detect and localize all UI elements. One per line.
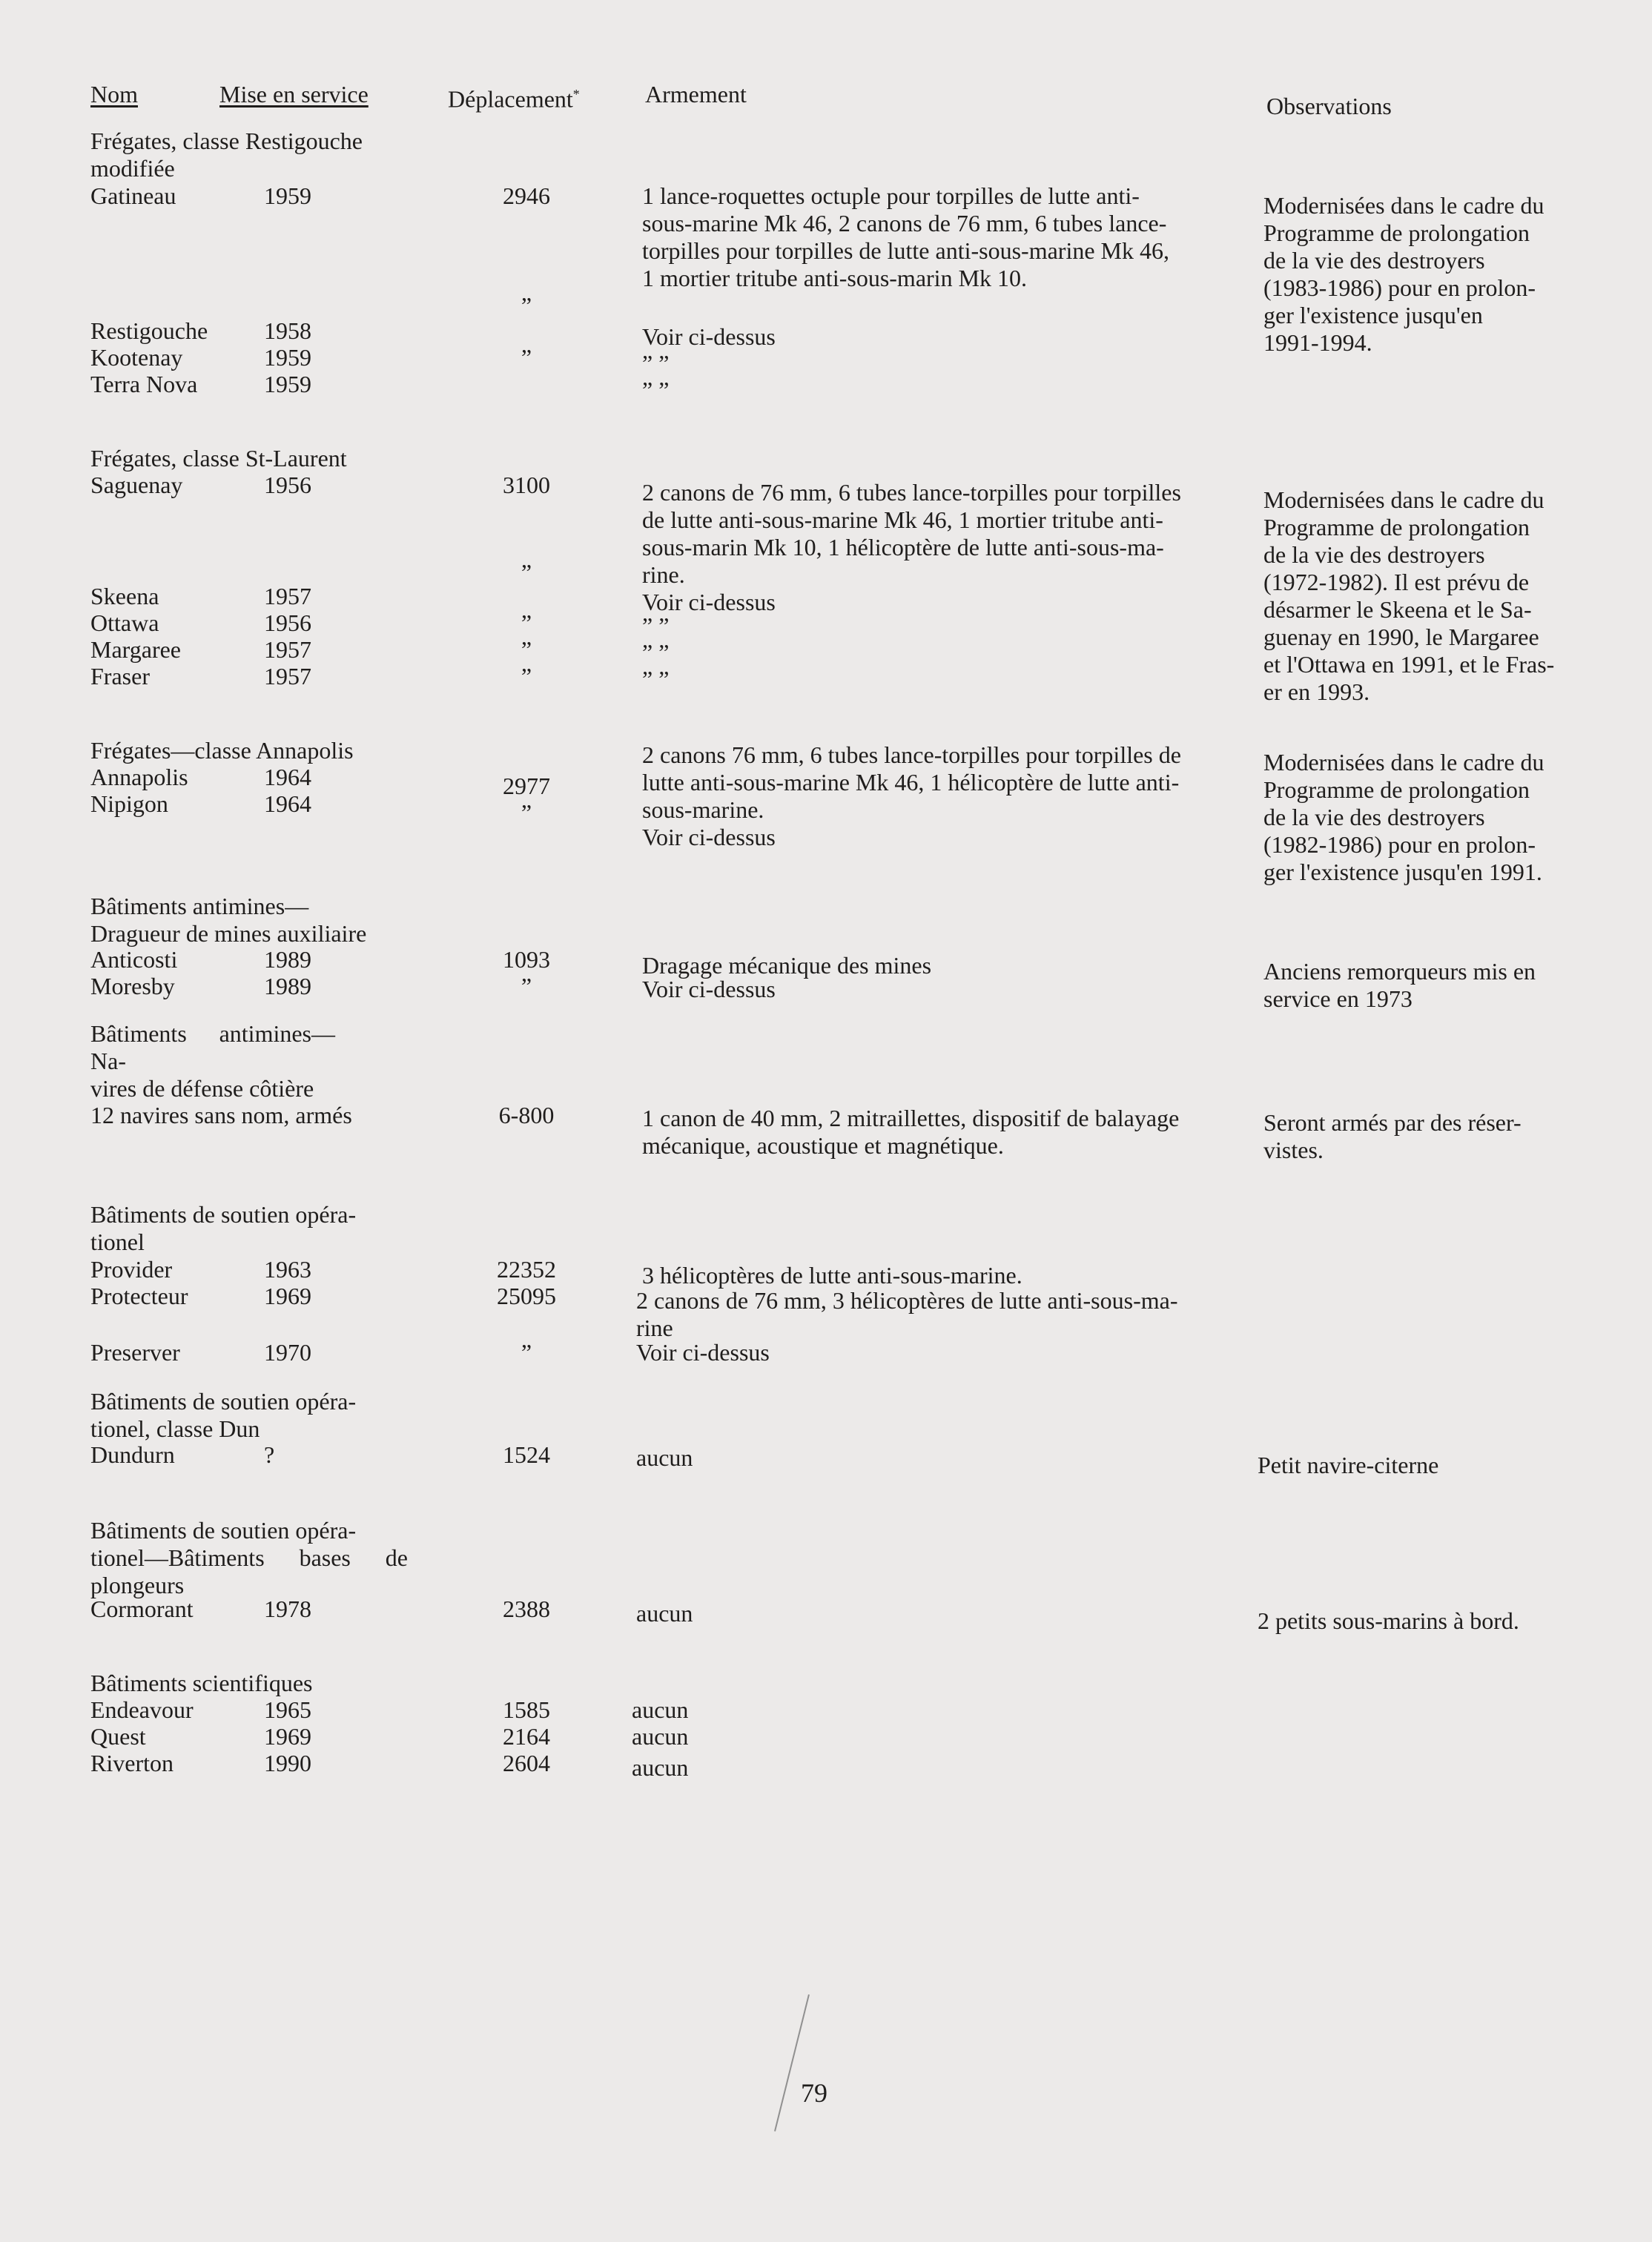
observation-line: ger l'existence jusqu'en — [1263, 302, 1483, 328]
ship-displacement: ” — [521, 559, 532, 586]
observation-line: Programme de prolongation — [1263, 219, 1530, 246]
armament-line: 2 canons 76 mm, 6 tubes lance-torpilles pour torpilles de — [642, 741, 1181, 768]
group-title-dragueur — [90, 893, 409, 948]
ship-name: Ottawa — [90, 609, 159, 636]
group-title-restigouche — [90, 128, 409, 182]
armament-line: 1 canon de 40 mm, 2 mitraillettes, dispositif de balayage — [642, 1105, 1180, 1131]
observation-line: ger l'existence jusqu'en 1991. — [1263, 859, 1542, 885]
group-title-line: Bâtiments de soutien opéra- — [90, 1201, 357, 1228]
observation-line: Modernisées dans le cadre du — [1263, 486, 1544, 513]
ship-displacement: ” — [521, 973, 532, 999]
ship-displacement: ” — [521, 1339, 532, 1366]
ship-name: Nipigon — [90, 790, 168, 817]
armament-line: sous-marin Mk 10, 1 hélicoptère de lutte anti-sous-ma- — [642, 534, 1164, 560]
ship-name: Gatineau — [90, 182, 176, 209]
group-title-line: Frégates, classe St-Laurent — [90, 445, 347, 472]
header-mise-en-service: Mise en service — [219, 81, 369, 108]
ship-year: 1969 — [264, 1283, 311, 1309]
ship-name: Anticosti — [90, 946, 178, 973]
group-title-line: Dragueur de mines auxiliaire — [90, 920, 367, 947]
header-deplacement-label: Déplacement — [448, 85, 573, 113]
ship-displacement: 2977 — [503, 773, 550, 799]
group-title-plongeurs — [90, 1517, 408, 1599]
ship-armament — [636, 1287, 1229, 1342]
ship-displacement: 25095 — [497, 1283, 556, 1309]
armament-line: sous-marine. — [642, 796, 764, 823]
group-title-line: Bâtiments scientifiques — [90, 1670, 313, 1696]
ship-displacement: 1524 — [503, 1441, 550, 1468]
ship-displacement: ” — [521, 609, 532, 636]
group-armament — [642, 741, 1235, 851]
observation-line: (1972-1982). Il est prévu de — [1263, 569, 1530, 595]
group-title-line: modifiée — [90, 155, 175, 182]
armament-line: 1 lance-roquettes octuple pour torpilles de lutte anti- — [642, 182, 1140, 209]
ship-armament — [642, 1105, 1235, 1160]
ship-year: 1990 — [264, 1750, 311, 1776]
ship-displacement: 22352 — [497, 1256, 556, 1283]
ship-displacement: 2604 — [503, 1750, 550, 1776]
ship-name: Protecteur — [90, 1283, 188, 1309]
observation-line: (1983-1986) pour en prolon- — [1263, 274, 1536, 301]
ship-year: ? — [264, 1441, 275, 1468]
ship-armament: ” ” — [642, 377, 670, 403]
armament-line: 2 canons de 76 mm, 3 hélicoptères de lutte anti-sous-ma- — [636, 1287, 1178, 1314]
header-nom: Nom — [90, 81, 138, 108]
ship-displacement: ” — [521, 344, 532, 371]
ship-year: 1958 — [264, 317, 311, 344]
group-observations — [1263, 486, 1579, 706]
ship-year: 1957 — [264, 636, 311, 663]
observation-line: guenay en 1990, le Margaree — [1263, 624, 1539, 650]
observation-line: Programme de prolongation — [1263, 776, 1530, 803]
ship-year: 1978 — [264, 1595, 311, 1622]
group-title-st-laurent — [90, 445, 409, 472]
ship-name: Cormorant — [90, 1595, 194, 1622]
header-deplacement-mark: * — [572, 87, 580, 102]
ship-name: Terra Nova — [90, 371, 198, 397]
ship-year: 1989 — [264, 946, 311, 973]
group-title-line: tionel, classe Dun — [90, 1415, 260, 1442]
armament-line: 2 canons de 76 mm, 6 tubes lance-torpilles pour torpilles — [642, 479, 1181, 506]
armament-line: de lutte anti-sous-marine Mk 46, 1 mortier tritube anti- — [642, 506, 1163, 533]
group-title-line: tionel — [90, 1229, 145, 1255]
ship-year: 1969 — [264, 1723, 311, 1750]
ship-armament: aucun — [636, 1444, 693, 1471]
ship-name: Riverton — [90, 1750, 174, 1776]
observation-line: (1982-1986) pour en prolon- — [1263, 831, 1536, 858]
ship-year: 1957 — [264, 663, 311, 690]
ship-name: Annapolis — [90, 764, 188, 790]
group-title-line: plongeurs — [90, 1572, 185, 1598]
ship-year: 1956 — [264, 609, 311, 636]
group-observations: Petit navire-citerne — [1258, 1452, 1439, 1478]
ship-displacement: ” — [521, 663, 532, 690]
ship-name: Fraser — [90, 663, 150, 690]
group-title-line: Bâtiments de soutien opéra- — [90, 1517, 357, 1544]
ship-displacement: 1585 — [503, 1696, 550, 1723]
ship-name: 12 navires sans nom, armés — [90, 1102, 352, 1128]
observation-line: Programme de prolongation — [1263, 514, 1530, 540]
ship-armament: Voir ci-dessus — [642, 589, 776, 615]
ship-year: 1963 — [264, 1256, 311, 1283]
group-title-soutien — [90, 1201, 394, 1256]
ship-displacement: 6-800 — [498, 1102, 555, 1128]
group-observations — [1263, 192, 1579, 357]
ship-year: 1959 — [264, 344, 311, 371]
observation-line: service en 1973 — [1263, 985, 1413, 1012]
ship-year: 1957 — [264, 583, 311, 609]
observation-line: Modernisées dans le cadre du — [1263, 749, 1544, 776]
group-title-line: Bâtiments antimines— — [90, 893, 309, 919]
ship-armament: ” ” — [642, 666, 670, 692]
ship-displacement: ” — [521, 799, 532, 826]
observation-line: vistes. — [1263, 1137, 1324, 1163]
ship-name: Dundurn — [90, 1441, 175, 1468]
ship-name: Margaree — [90, 636, 181, 663]
header-deplacement — [448, 80, 580, 113]
group-title-line: Frégates, classe Restigouche — [90, 128, 363, 154]
ship-year: 1956 — [264, 472, 311, 498]
armament-line: Voir ci-dessus — [642, 824, 776, 850]
ship-name: Kootenay — [90, 344, 183, 371]
armament-line: rine — [636, 1315, 673, 1341]
ship-year: 1970 — [264, 1339, 311, 1366]
ship-armament: Voir ci-dessus — [642, 976, 776, 1002]
ship-armament: Voir ci-dessus — [636, 1339, 770, 1366]
observation-line: de la vie des destroyers — [1263, 247, 1485, 274]
ship-armament: ” ” — [642, 350, 670, 377]
ship-name: Skeena — [90, 583, 159, 609]
group-title-line: Bâtiments antimines—Na- — [90, 1020, 335, 1074]
ship-name: Endeavour — [90, 1696, 194, 1723]
ship-displacement: ” — [521, 636, 532, 663]
group-title-line: vires de défense côtière — [90, 1075, 314, 1102]
armament-line: mécanique, acoustique et magnétique. — [642, 1132, 1004, 1159]
armament-line: rine. — [642, 561, 685, 588]
ship-displacement: 3100 — [503, 472, 550, 498]
ship-name: Preserver — [90, 1339, 180, 1366]
armament-line: lutte anti-sous-marine Mk 46, 1 hélicoptère de lutte anti- — [642, 769, 1180, 796]
observation-line: de la vie des destroyers — [1263, 804, 1485, 830]
group-title-line: tionel—Bâtiments bases de — [90, 1544, 408, 1571]
ship-name: Provider — [90, 1256, 173, 1283]
group-title-annapolis — [90, 737, 409, 764]
pen-mark — [774, 1994, 810, 2132]
ship-year: 1965 — [264, 1696, 311, 1723]
observation-line: de la vie des destroyers — [1263, 541, 1485, 568]
ship-year: 1964 — [264, 790, 311, 817]
observation-line: Anciens remorqueurs mis en — [1263, 958, 1536, 985]
ship-year: 1959 — [264, 371, 311, 397]
group-observations — [1263, 749, 1579, 886]
armament-line: sous-marine Mk 46, 2 canons de 76 mm, 6 tubes lance- — [642, 210, 1167, 237]
group-observations: 2 petits sous-marins à bord. — [1258, 1607, 1519, 1634]
page-number: 79 — [801, 2078, 827, 2108]
ship-year: 1989 — [264, 973, 311, 999]
ship-displacement: 2164 — [503, 1723, 550, 1750]
ship-name: Quest — [90, 1723, 146, 1750]
group-observations — [1263, 958, 1579, 1013]
ship-name: Moresby — [90, 973, 175, 999]
observation-line: 1991-1994. — [1263, 329, 1372, 356]
ship-displacement: 1093 — [503, 946, 550, 973]
ship-displacement: 2388 — [503, 1595, 550, 1622]
ship-armament: ” ” — [642, 639, 670, 666]
ship-year: 1959 — [264, 182, 311, 209]
ship-year: 1964 — [264, 764, 311, 790]
group-title-dun — [90, 1388, 394, 1443]
ship-name: Restigouche — [90, 317, 208, 344]
ship-armament: 3 hélicoptères de lutte anti-sous-marine. — [642, 1262, 1022, 1289]
header-armement: Armement — [645, 81, 747, 108]
group-title-scientifiques — [90, 1670, 409, 1697]
ship-displacement: 2946 — [503, 182, 550, 209]
observation-line: et l'Ottawa en 1991, et le Fras- — [1263, 651, 1555, 678]
observation-line: Modernisées dans le cadre du — [1263, 192, 1544, 219]
ship-armament — [642, 479, 1235, 589]
group-title-line: Bâtiments de soutien opéra- — [90, 1388, 357, 1415]
ship-armament: ” ” — [642, 612, 670, 639]
ship-armament: aucun — [636, 1600, 693, 1627]
ship-armament — [642, 182, 1235, 292]
ship-name: Saguenay — [90, 472, 183, 498]
ship-armament: aucun — [632, 1754, 689, 1781]
armament-line: 1 mortier tritube anti-sous-marin Mk 10. — [642, 265, 1028, 291]
group-title-defense-cotiere — [90, 1020, 335, 1102]
group-observations — [1263, 1109, 1579, 1164]
ship-armament: aucun — [632, 1696, 689, 1723]
ship-armament: aucun — [632, 1723, 689, 1750]
group-title-line: Frégates—classe Annapolis — [90, 737, 354, 764]
ship-armament: Voir ci-dessus — [642, 323, 776, 350]
header-observations: Observations — [1266, 93, 1392, 119]
observation-line: er en 1993. — [1263, 678, 1370, 705]
ship-displacement: ” — [521, 292, 532, 319]
armament-line: torpilles pour torpilles de lutte anti-sous-marine Mk 46, — [642, 237, 1169, 264]
ship-armament: Dragage mécanique des mines — [642, 952, 932, 979]
observation-line: Seront armés par des réser- — [1263, 1109, 1522, 1136]
observation-line: désarmer le Skeena et le Sa- — [1263, 596, 1532, 623]
